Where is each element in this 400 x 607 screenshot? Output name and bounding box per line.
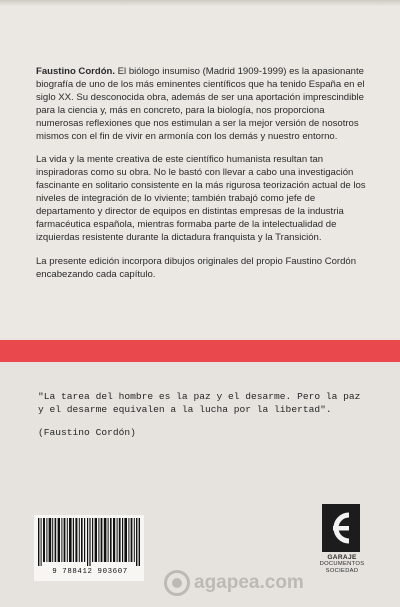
red-divider-band xyxy=(0,340,400,362)
publisher-name-main: GARAJE xyxy=(327,554,357,561)
watermark-logo-icon xyxy=(164,570,190,596)
blurb-paragraph-1-text: El biólogo insumiso (Madrid 1909-1999) es la apasionante biografía de uno de los más eminentes científicos que ha tenido España en el siglo XX. Su desconocida obra, además de ser una aportación imprescindible para la ciencia y, más en concreto, para la biología, nos proporciona numerosas reflexiones que nos estimulan a ser la mejor versión de nosotros mismos con el fin de vivir en armonía con los demás y nuestro entorno. xyxy=(36,66,365,142)
blurb-paragraph-2: La vida y la mente creativa de este científico humanista resultan tan inspiradoras como su obra. No le bastó con llevar a cabo una investigación fascinante en solitario consistente en la más rigurosa teorización actual de los niveles de integración de lo viviente; también trabajó como jefe de departamento y director de equipos en distintas empresas de la industria farmacéutica española, mientras formaba parte de la intelectualidad de izquierdas resistente durante la dictadura franquista y la Transición. xyxy=(36,154,366,243)
blurb-lead-title: Faustino Cordón. xyxy=(36,66,116,77)
isbn-number: 9 788412 903607 xyxy=(52,568,128,576)
publisher-logo-icon xyxy=(322,504,360,552)
back-cover-blurb xyxy=(36,66,366,293)
cover-top-edge xyxy=(0,0,400,6)
quote-text: "La tarea del hombre es la paz y el desarme. Pero la paz y el desarme equivalen a la lucha por la libertad". xyxy=(38,391,367,415)
watermark-text: agapea.com xyxy=(194,572,304,593)
author-quote xyxy=(38,390,368,439)
blurb-paragraph-1 xyxy=(36,66,366,143)
watermark xyxy=(164,568,384,598)
publisher-name-line3: SOCIEDAD xyxy=(325,568,359,575)
barcode-icon xyxy=(38,518,140,566)
quote-author: (Faustino Cordón) xyxy=(38,427,136,438)
blurb-paragraph-3: La presente edición incorpora dibujos originales del propio Faustino Cordón encabezando cada capítulo. xyxy=(36,255,357,280)
publisher-name-line2: DOCUMENTOS xyxy=(319,561,365,568)
